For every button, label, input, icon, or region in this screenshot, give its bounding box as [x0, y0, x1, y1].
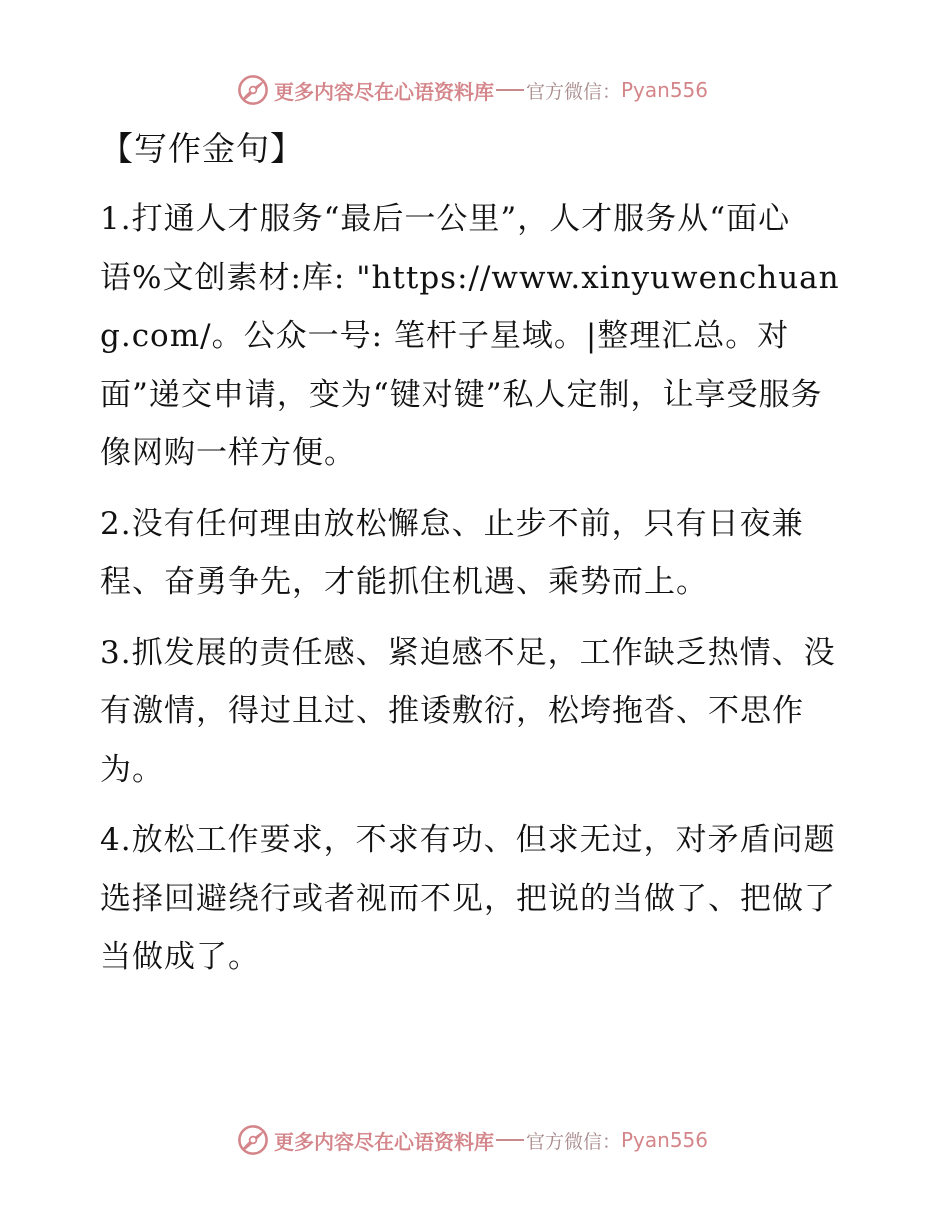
paragraph-3: 3.抓发展的责任感、紧迫感不足，工作缺乏热情、没有激情，得过且过、推诿敷衍，松垮拖沓、不思作为。 [100, 634, 836, 788]
header-watermark-banner [0, 70, 950, 110]
watermark-brand-text: 更多内容尽在心语资料库 [273, 79, 494, 104]
watermark-brand-text: 更多内容尽在心语资料库 [273, 1129, 494, 1154]
footer-watermark-banner [0, 1120, 950, 1160]
watermark-dash [496, 1139, 524, 1141]
watermark-wechat-id: Pyan556 [621, 78, 709, 102]
document-body [100, 190, 840, 999]
paragraph-4: 4.放松工作要求，不求有功、但求无过，对矛盾问题选择回避绕行或者视而不见，把说的当做了、把做了当做成了。 [100, 822, 836, 975]
pen-nib-logo-icon [236, 73, 270, 107]
watermark-wechat-label: 官方微信： [525, 80, 621, 103]
watermark-wechat-id: Pyan556 [621, 1128, 709, 1152]
pen-nib-logo-icon [236, 1123, 270, 1157]
paragraph-2: 2.没有任何理由放松懈怠、止步不前，只有日夜兼程、奋勇争先，才能抓住机遇、乘势而上。 [100, 505, 804, 600]
watermark-dash [496, 89, 524, 91]
section-heading: 【写作金句】 [100, 129, 304, 168]
paragraph-1: 1.打通人才服务“最后一公里”，人才服务从“面心语%文创素材:库: "https://www.xinyuwenchuang.com/。公众一号: 笔杆子星域。|整理汇总。对面”递交申请，变为“键对键”私人定制，让享受服务像网购一样方便。 [100, 201, 840, 471]
watermark-wechat-label: 官方微信： [525, 1130, 621, 1153]
